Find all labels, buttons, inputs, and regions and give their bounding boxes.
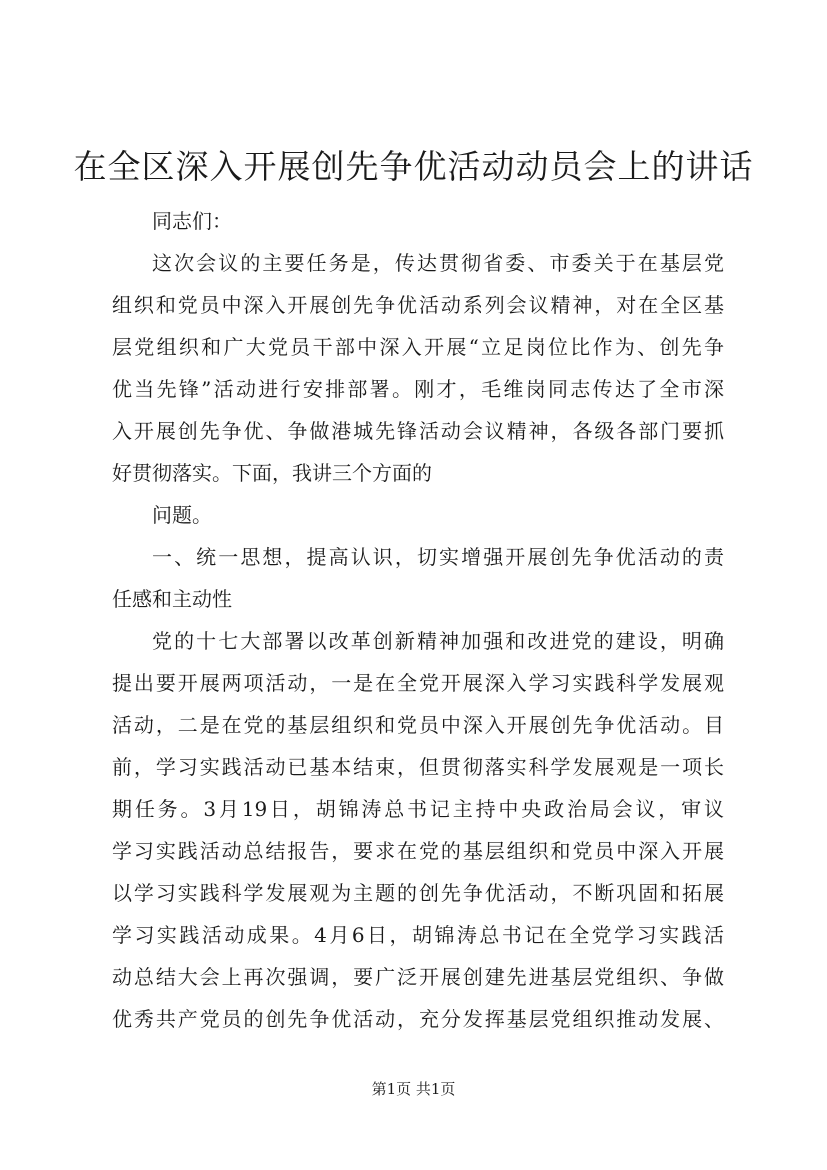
text-line: 这次会议的主要任务是，传达贯彻省委、市委关于在基层党: [152, 251, 724, 275]
text-line: 优秀共产党员的创先争优活动，充分发挥基层党组织推动发展、: [112, 1007, 724, 1031]
text-line: 入开展创先争优、争做港城先锋活动会议精神，各级各部门要抓: [112, 419, 724, 443]
text-line: 同志们：: [152, 209, 232, 233]
text-line: 动总结大会上再次强调，要广泛开展创建先进基层党组织、争做: [112, 965, 724, 989]
document-body: [112, 200, 724, 1040]
text-line: 一、统一思想，提高认识，切实增强开展创先争优活动的责: [152, 545, 724, 569]
text-line: 好贯彻落实。下面，我讲三个方面的: [112, 461, 432, 485]
text-line: 学习实践活动成果。4月6日，胡锦涛总书记在全党学习实践活: [112, 923, 724, 947]
text-line: 层党组织和广大党员干部中深入开展“立足岗位比作为、创先争: [112, 335, 724, 359]
text-line: 组织和党员中深入开展创先争优活动系列会议精神，对在全区基: [112, 293, 724, 317]
text-line: 提出要开展两项活动，一是在全党开展深入学习实践科学发展观: [112, 671, 724, 695]
text-line: 优当先锋”活动进行安排部署。刚才，毛维岗同志传达了全市深: [112, 377, 724, 401]
text-line: 活动，二是在党的基层组织和党员中深入开展创先争优活动。目: [112, 713, 724, 737]
document-title: 在全区深入开展创先争优活动动员会上的讲话: [73, 147, 754, 186]
text-line: 前，学习实践活动已基本结束，但贯彻落实科学发展观是一项长: [112, 755, 724, 779]
text-line: 问题。: [152, 503, 212, 527]
text-line: 期任务。3月19日，胡锦涛总书记主持中央政治局会议，审议: [112, 797, 724, 821]
text-line: 学习实践活动总结报告，要求在党的基层组织和党员中深入开展: [112, 839, 724, 863]
text-line: 以学习实践科学发展观为主题的创先争优活动，不断巩固和拓展: [112, 881, 724, 905]
page-number: 第1页 共1页: [371, 1080, 456, 1098]
text-line: 任感和主动性: [112, 587, 232, 611]
text-line: 党的十七大部署以改革创新精神加强和改进党的建设，明确: [152, 629, 724, 653]
